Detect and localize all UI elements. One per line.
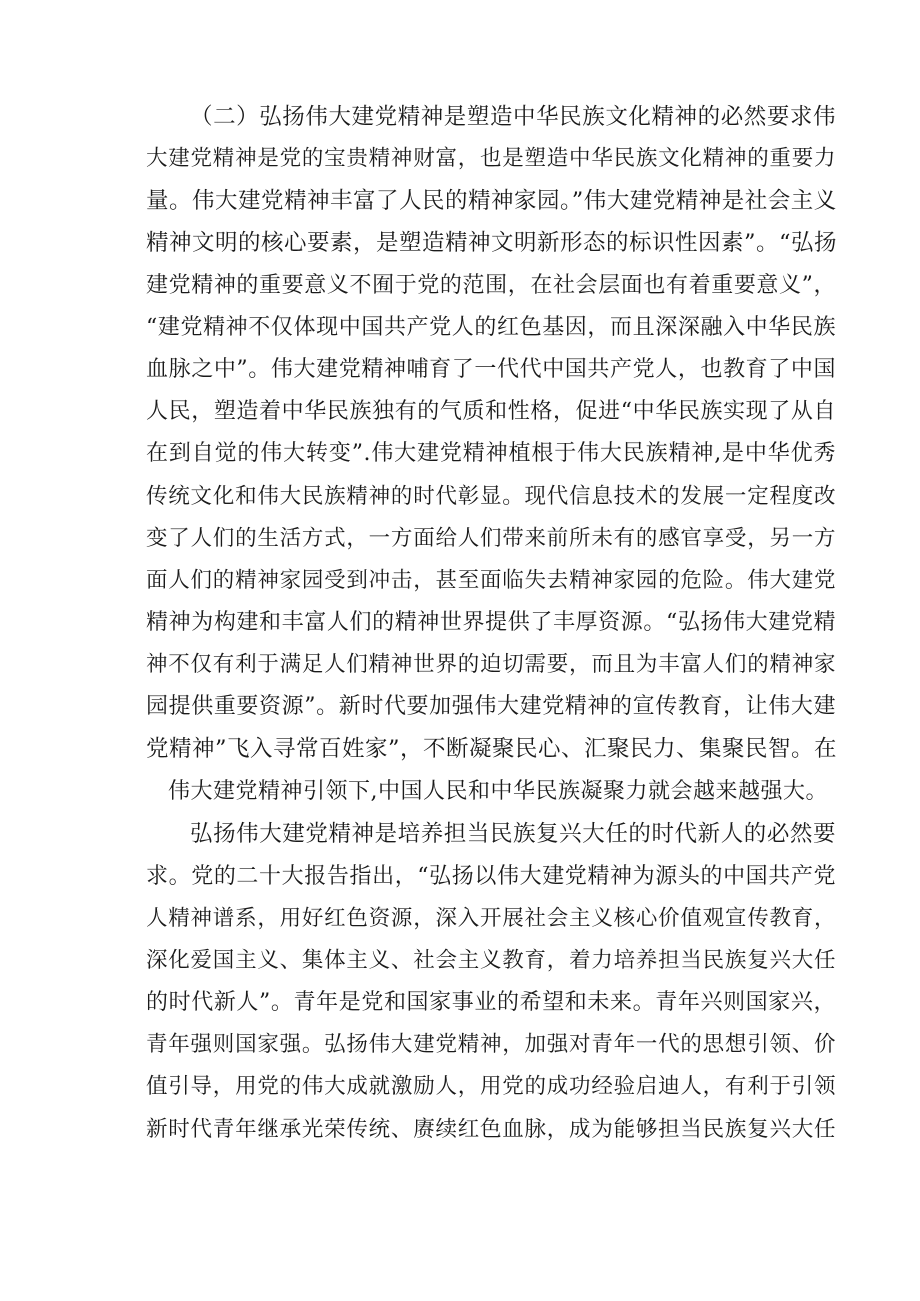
paragraph-line: 求。党的二十大报告指出，“弘扬以伟大建党精神为源头的中国共产党 — [146, 864, 836, 889]
paragraph-line: 大建党精神是党的宝贵精神财富，也是塑造中华民族文化精神的重要力 — [146, 146, 836, 171]
paragraph-line: 伟大建党精神引领下,中国人民和中华民族凝聚力就会越来越强大。 — [168, 779, 828, 804]
paragraph-line: “建党精神不仅体现中国共产党人的红色基因，而且深深融入中华民族 — [146, 315, 836, 340]
paragraph-line: （二）弘扬伟大建党精神是塑造中华民族文化精神的必然要求伟 — [190, 104, 836, 130]
paragraph-line: 深化爱国主义、集体主义、社会主义教育，着力培养担当民族复兴大任 — [146, 948, 836, 973]
paragraph-line: 变了人们的生活方式，一方面给人们带来前所未有的感官享受，另一方 — [146, 526, 836, 551]
paragraph-line: 精神为构建和丰富人们的精神世界提供了丰厚资源。“弘扬伟大建党精 — [146, 610, 836, 635]
paragraph-line: 量。伟大建党精神丰富了人民的精神家园。”伟大建党精神是社会主义 — [146, 188, 837, 214]
paragraph-line: 值引导，用党的伟大成就激励人，用党的成功经验启迪人，有利于引领 — [146, 1074, 836, 1099]
paragraph-line: 神不仅有利于满足人们精神世界的迫切需要，而且为丰富人们的精神家 — [146, 652, 836, 677]
paragraph-line: 弘扬伟大建党精神是培养担当民族复兴大任的时代新人的必然要 — [190, 821, 836, 847]
paragraph-line: 精神文明的核心要素，是塑造精神文明新形态的标识性因素”。“弘扬 — [146, 230, 838, 256]
paragraph-line: 传统文化和伟大民族精神的时代彰显。现代信息技术的发展一定程度改 — [146, 484, 836, 509]
paragraph-line: 人民，塑造着中华民族独有的气质和性格，促进“中华民族实现了从自 — [146, 399, 836, 424]
paragraph-line: 园提供重要资源”。新时代要加强伟大建党精神的宣传教育，让伟大建 — [146, 694, 836, 719]
paragraph-line: 在到自觉的伟大转变”.伟大建党精神植根于伟大民族精神,是中华优秀 — [146, 441, 836, 466]
paragraph-line: 血脉之中”。伟大建党精神哺育了一代代中国共产党人，也教育了中国 — [146, 357, 836, 382]
paragraph-line: 新时代青年继承光荣传统、赓续红色血脉，成为能够担当民族复兴大任 — [146, 1117, 836, 1142]
paragraph-line: 建党精神的重要意义不囿于党的范围，在社会层面也有着重要意义”， — [146, 273, 836, 298]
paragraph-line: 面人们的精神家园受到冲击，甚至面临失去精神家园的危险。伟大建党 — [146, 568, 836, 593]
paragraph-line: 的时代新人”。青年是党和国家事业的希望和未来。青年兴则国家兴， — [146, 990, 836, 1015]
paragraph-line: 青年强则国家强。弘扬伟大建党精神，加强对青年一代的思想引领、价 — [146, 1032, 836, 1057]
paragraph-line: 人精神谱系，用好红色资源，深入开展社会主义核心价值观宣传教育， — [146, 906, 836, 931]
paragraph-line: 党精神”飞入寻常百姓家”，不断凝聚民心、汇聚民力、集聚民智。在 — [146, 736, 838, 762]
